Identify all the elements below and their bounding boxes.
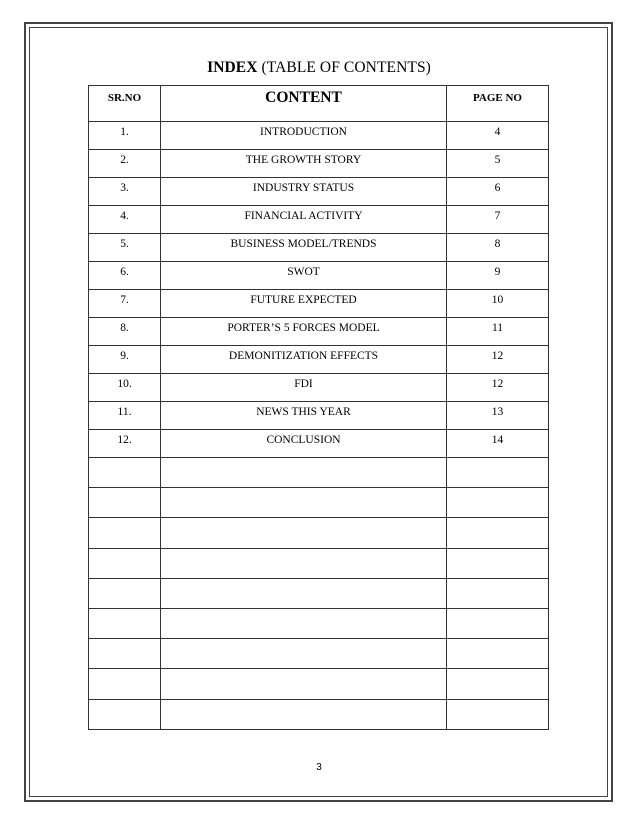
cell-sr: 10. [89,374,161,402]
index-title [0,59,638,77]
empty-row [89,669,549,699]
cell-content: INTRODUCTION [161,122,447,150]
cell-sr: 1. [89,122,161,150]
cell-sr: 11. [89,402,161,430]
cell-sr: 6. [89,262,161,290]
cell-page: 4 [447,122,549,150]
empty-cell [161,669,447,699]
cell-sr: 12. [89,430,161,458]
cell-page: 8 [447,234,549,262]
empty-row [89,608,549,638]
empty-cell [447,669,549,699]
cell-sr: 8. [89,318,161,346]
empty-cell [161,578,447,608]
table-row [89,234,549,262]
empty-cell [89,518,161,548]
cell-content: DEMONITIZATION EFFECTS [161,346,447,374]
table-row [89,178,549,206]
cell-content: THE GROWTH STORY [161,150,447,178]
empty-cell [447,518,549,548]
empty-cell [447,488,549,518]
cell-content: FINANCIAL ACTIVITY [161,206,447,234]
table-row [89,262,549,290]
empty-cell [161,518,447,548]
table-row [89,318,549,346]
cell-page: 12 [447,346,549,374]
cell-page: 7 [447,206,549,234]
header-content: CONTENT [161,86,447,122]
table-row [89,206,549,234]
empty-row [89,518,549,548]
empty-cell [447,639,549,669]
empty-row [89,639,549,669]
empty-row [89,458,549,488]
cell-sr: 9. [89,346,161,374]
toc-header-row [89,86,549,122]
header-sr-no: SR.NO [89,86,161,122]
cell-content: BUSINESS MODEL/TRENDS [161,234,447,262]
empty-cell [89,548,161,578]
table-row [89,402,549,430]
empty-cell [447,578,549,608]
index-title-rest: (TABLE OF CONTENTS) [261,59,431,76]
table-row [89,374,549,402]
index-title-bold: INDEX [207,59,258,76]
cell-page: 10 [447,290,549,318]
cell-page: 9 [447,262,549,290]
empty-cell [161,639,447,669]
empty-cell [447,699,549,729]
empty-cell [447,548,549,578]
empty-row [89,488,549,518]
cell-content: CONCLUSION [161,430,447,458]
table-row [89,150,549,178]
empty-cell [89,488,161,518]
cell-page: 14 [447,430,549,458]
cell-sr: 4. [89,206,161,234]
empty-cell [447,458,549,488]
empty-cell [161,548,447,578]
cell-content: FUTURE EXPECTED [161,290,447,318]
cell-page: 12 [447,374,549,402]
cell-sr: 2. [89,150,161,178]
cell-sr: 5. [89,234,161,262]
empty-cell [89,699,161,729]
cell-content: NEWS THIS YEAR [161,402,447,430]
empty-cell [89,458,161,488]
empty-cell [89,578,161,608]
table-row [89,290,549,318]
empty-cell [161,488,447,518]
cell-sr: 3. [89,178,161,206]
cell-content: FDI [161,374,447,402]
header-page-no: PAGE NO [447,86,549,122]
empty-row [89,578,549,608]
cell-content: INDUSTRY STATUS [161,178,447,206]
empty-row [89,548,549,578]
table-row [89,122,549,150]
cell-content: SWOT [161,262,447,290]
cell-page: 11 [447,318,549,346]
empty-row [89,699,549,729]
empty-cell [161,608,447,638]
cell-page: 6 [447,178,549,206]
empty-cell [161,699,447,729]
table-row [89,346,549,374]
cell-content: PORTER’S 5 FORCES MODEL [161,318,447,346]
cell-sr: 7. [89,290,161,318]
table-row [89,430,549,458]
empty-cell [447,608,549,638]
empty-cell [89,608,161,638]
empty-cell [161,458,447,488]
toc-table [88,85,549,730]
cell-page: 5 [447,150,549,178]
cell-page: 13 [447,402,549,430]
empty-cell [89,669,161,699]
empty-cell [89,639,161,669]
page-number: 3 [316,762,322,773]
